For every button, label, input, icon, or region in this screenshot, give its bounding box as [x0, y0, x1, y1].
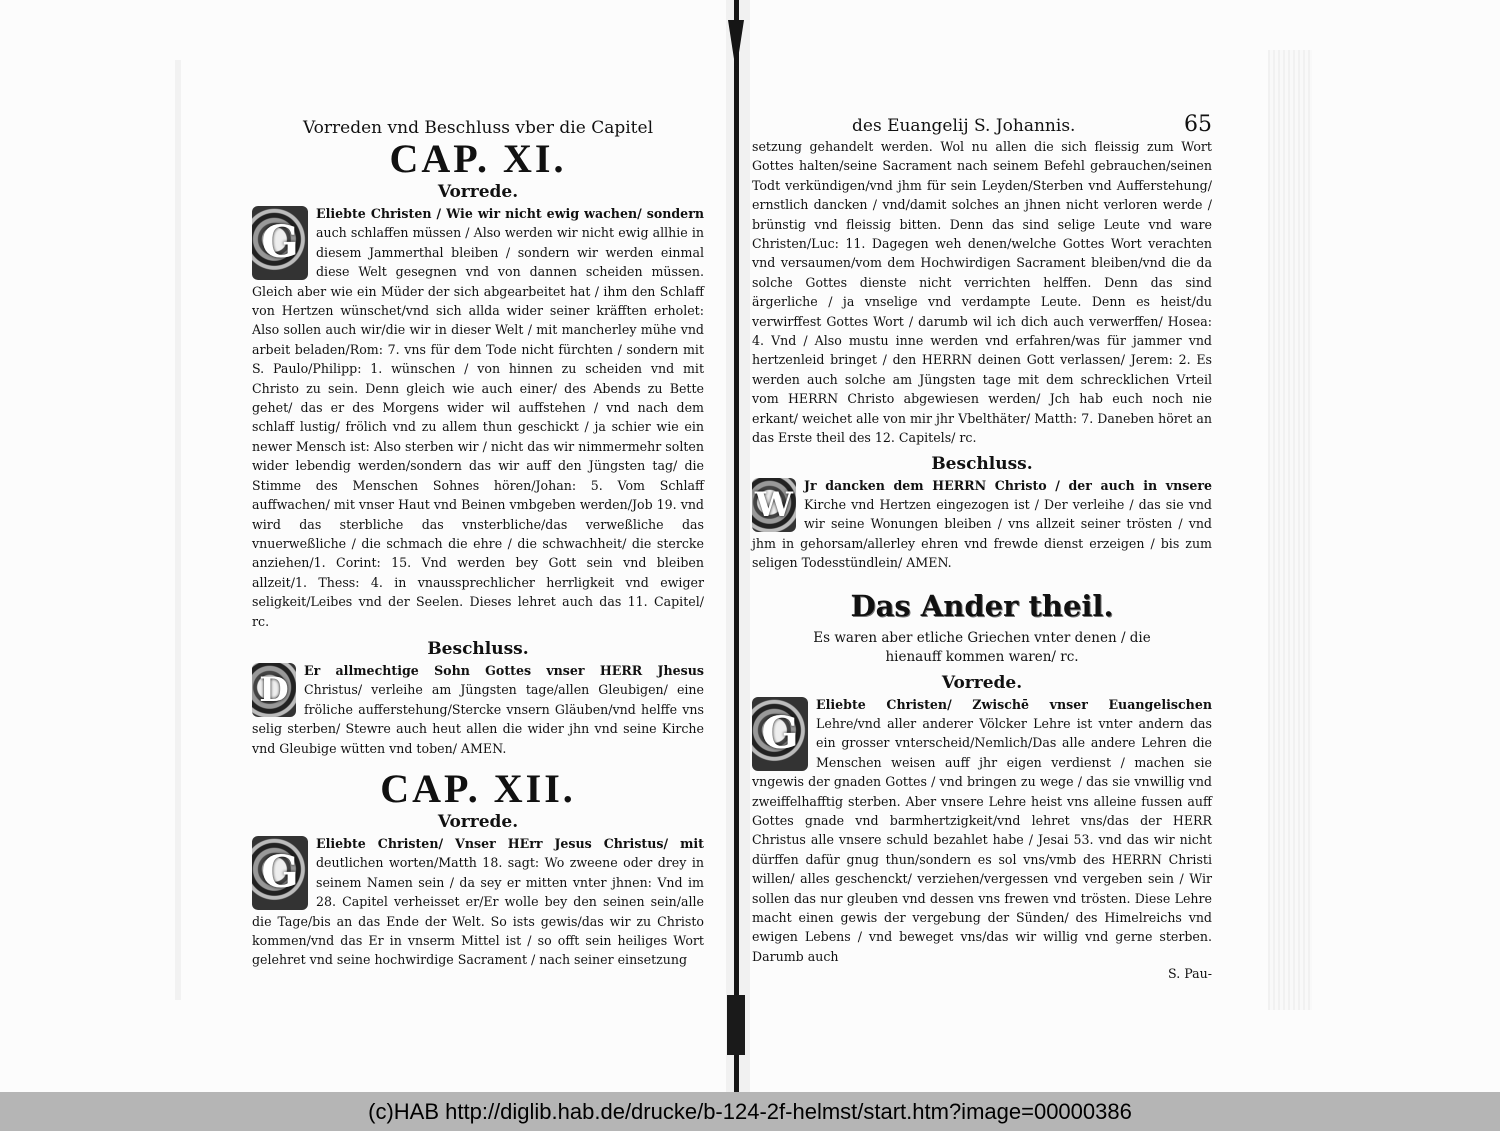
- beschluss-text-xii: [752, 476, 1212, 573]
- spine-clip-bottom: [727, 995, 745, 1055]
- spine-clip-top: [728, 20, 744, 72]
- left-page: [252, 118, 704, 970]
- page-number: 65: [1184, 112, 1212, 137]
- catchword-right: S. Pau-: [1168, 966, 1212, 982]
- part-lede: Es waren aber etliche Griechen vnter denen / die hienauff kommen waren/ rc.: [813, 629, 1151, 665]
- beschluss-text-xi-body: Er allmechtige Sohn Gottes vnser HERR Jhesus Christus/ verleihe am Jüngsten tage/allen Gleubigen/ eine fröliche aufferstehung/Stercke vnsern Gläuben/vnd helffe vns selig sterben/ Stewre auch heut allen die wider jhn vnd seine Kirche vnd Gleubige wütten vnd toben/ AMEN.: [252, 662, 704, 756]
- initial-g-ornament: G: [252, 206, 308, 280]
- initial-g-ornament-3: G: [752, 697, 808, 771]
- vorrede-text-xii-body: Eliebte Christen/ Vnser HErr Jesus Christus/ mit deutlichen worten/Matth 18. sagt: Wo zweene oder drey in seinem Namen sein / da sey er mitten vnter jhnen: Vnd im 28. Capitel verheisset er/Er wolle bey den seinen sein/alle die Tage/bis an das Ende der Welt. So ists gewis/das wir zu Christo kommen/vnd das Er in vnserm Mittel ist / so offt sein heiliges Wort gelehret vnd seine hochwirdige Sacrament / nach seiner einsetzung: [252, 835, 704, 968]
- book-spine: [734, 0, 739, 1092]
- copyright-footer: (c)HAB http://diglib.hab.de/drucke/b-124-2f-helmst/start.htm?image=00000386: [0, 1092, 1500, 1131]
- vorrede-heading-xi: Vorrede.: [437, 182, 519, 202]
- initial-w-ornament: W: [752, 478, 796, 532]
- running-head-right-row: [752, 112, 1212, 137]
- right-page: [752, 112, 1212, 981]
- initial-g-ornament-2: G: [252, 836, 308, 910]
- continuation-text: setzung gehandelt werden. Wol nu allen die sich fleissig zum Wort Gottes halten/seine Sacrament nach seinem Befehl gebrauchen/seinen Todt verkündigen/vnd jhm für sein Leyden/Sterben vnd Aufferstehung/ ernstlich dancken / vnd/damit solches an jhnen nicht verloren werde / brünstig vnd fleissig bitten. Denn das sind selige Leute vnd ware Christen/Luc: 11. Dagegen weh denen/welche Gottes Wort verachten vnd versaumen/vom dem Hochwirdigen Sacrament bleiben/vnd die da solche Gottes dienste nicht verrichten helffen. Denn das sind ärgerliche / ja vnselige vnd verdampte Leute. Denn es heist/du verwirffest Gottes Wort / darumb wil ich dich auch verwerffen/ Hosea: 4. Vnd / Also mustu inne werden vnd erfahren/was für jammer vnd hertzenleid bringet / den HERRN deinen Gott verlassen/ Jerem: 2. Es werden auch solche am Jüngsten tage mit dem schrecklichen Vrteil vom HERRN Christo abgewiesen werden/ Jch hab euch noch nie erkant/ weichet alle von mir jhr Vbelthäter/ Matth: 7. Daneben höret an das Erste theil des 12. Capitels/ rc.: [752, 139, 1212, 446]
- part-title: Das Ander theil.: [850, 588, 1114, 623]
- page-edge-left: [175, 60, 181, 1000]
- vorrede-text-xi: [252, 204, 704, 631]
- running-head-left: Vorreden vnd Beschluss vber die Capitel: [302, 118, 654, 138]
- initial-d-ornament: D: [252, 663, 296, 717]
- vorrede-text-part-body: Eliebte Christen/ Zwischē vnser Euangelischen Lehre/vnd aller anderer Völcker Lehre ist vnter andern das ein grosser vnterscheid/Nemlich/Das alle andere Lehren die Menschen weisen auff jhr eigen verdienst / machen sie vngewis der gnaden Gottes / vnd bringen zu wege / das sie vnwillig vnd zweiffelhafftig sterben. Aber vnsere Lehre heist vns alleine fussen auff Gottes gnade vnd barmhertzigkeit/vnd lehret vns/das der HERR Christus alle vnsere schuld bezahlet habe / Jesai 53. vnd das wir nicht dürffen dafür gnug thun/sondern es sol vns/vmb des HERRN Christi willen/ alles geschenckt/ verziehen/vergessen vnd vergeben sein / Wir sollen das nur gleuben vnd dessen vns frewen vnd trösten. Diese Lehre macht einen gewis der vergebung der Sünden/ des Himelreichs vnd ewigen Lebens / vnd beweget vns/das wir willig vnd gerne sterben. Darumb auch: [752, 696, 1212, 964]
- vorrede-text-xii: [252, 834, 704, 970]
- chapter-title-xi: CAP. XI.: [389, 136, 567, 181]
- beschluss-text-xi: [252, 661, 704, 758]
- vorrede-text-part: [752, 695, 1212, 967]
- vorrede-heading-part: Vorrede.: [941, 672, 1023, 693]
- chapter-title-xii: CAP. XII.: [380, 765, 576, 811]
- vorrede-heading-xii: Vorrede.: [437, 811, 519, 832]
- beschluss-heading-xi: Beschluss.: [427, 638, 529, 659]
- vorrede-text-xi-body: Eliebte Christen / Wie wir nicht ewig wachen/ sondern auch schlaffen müssen / Also werden wir nicht ewig allhie in diesem Jammerthal bleiben / sondern wir werden einmal diese Welt gesegnen vnd von dannen scheiden müssen. Gleich aber wie ein Müder der sich abgearbeitet hat / ihm den Schlaff von Hertzen wünschet/vnd sich allda wider seiner kräfften erholet: Also sollen auch wir/die wir in dieser Welt / mit mancherley mühe vnd arbeit beladen/Rom: 7. vns für dem Tode nicht fürchten / sondern mit S. Paulo/Philipp: 1. wünschen / von hinnen zu scheiden vnd mit Christo zu sein. Denn gleich wie auch einer/ des Abends zu Bette gehet/ das er des Morgens wider wil auffstehen / vnd nach dem schlaff lustig/ frölich vnd zu allem thun geschickt / ja schier wie ein newer Mensch ist: Also sterben wir / nicht das wir nimmermehr solten wider lebendig werden/sondern das wir auff den Jüngsten tag/ die Stimme des Menschen Sohnes hören/Johan: 5. Vom Schlaff auffwachen/ mit vnser Haut vnd Beinen vmbgeben werden/Job 19. vnd wird das sterbliche das vnsterbliche/das verweßliche das vnuerweßliche / die schmach die ehre / die schwachheit/ die stercke anziehen/1. Corint: 15. Vnd werden bey Gott sein vnd bleiben allzeit/1. Thess: 4. in vnaussprechlicher herrligkeit vnd ewiger seligkeit/Leibes vnd der Seelen. Dieses lehret auch das 11. Capitel/ rc.: [252, 206, 704, 629]
- running-head-right: des Euangelij S. Johannis.: [852, 116, 1076, 136]
- page-edge-right: [1268, 50, 1312, 1010]
- beschluss-text-xii-body: Jr dancken dem HERRN Christo / der auch in vnsere Kirche vnd Hertzen eingezogen ist / Der verleihe / das sie vnd wir seine Wonungen bleiben / vns allzeit seiner trösten / vnd jhm in gehorsam/allerley ehren vnd frewde dienst erzeigen / bis zum seligen Todesstündlein/ AMEN.: [752, 477, 1212, 571]
- beschluss-heading-xii: Beschluss.: [931, 453, 1033, 474]
